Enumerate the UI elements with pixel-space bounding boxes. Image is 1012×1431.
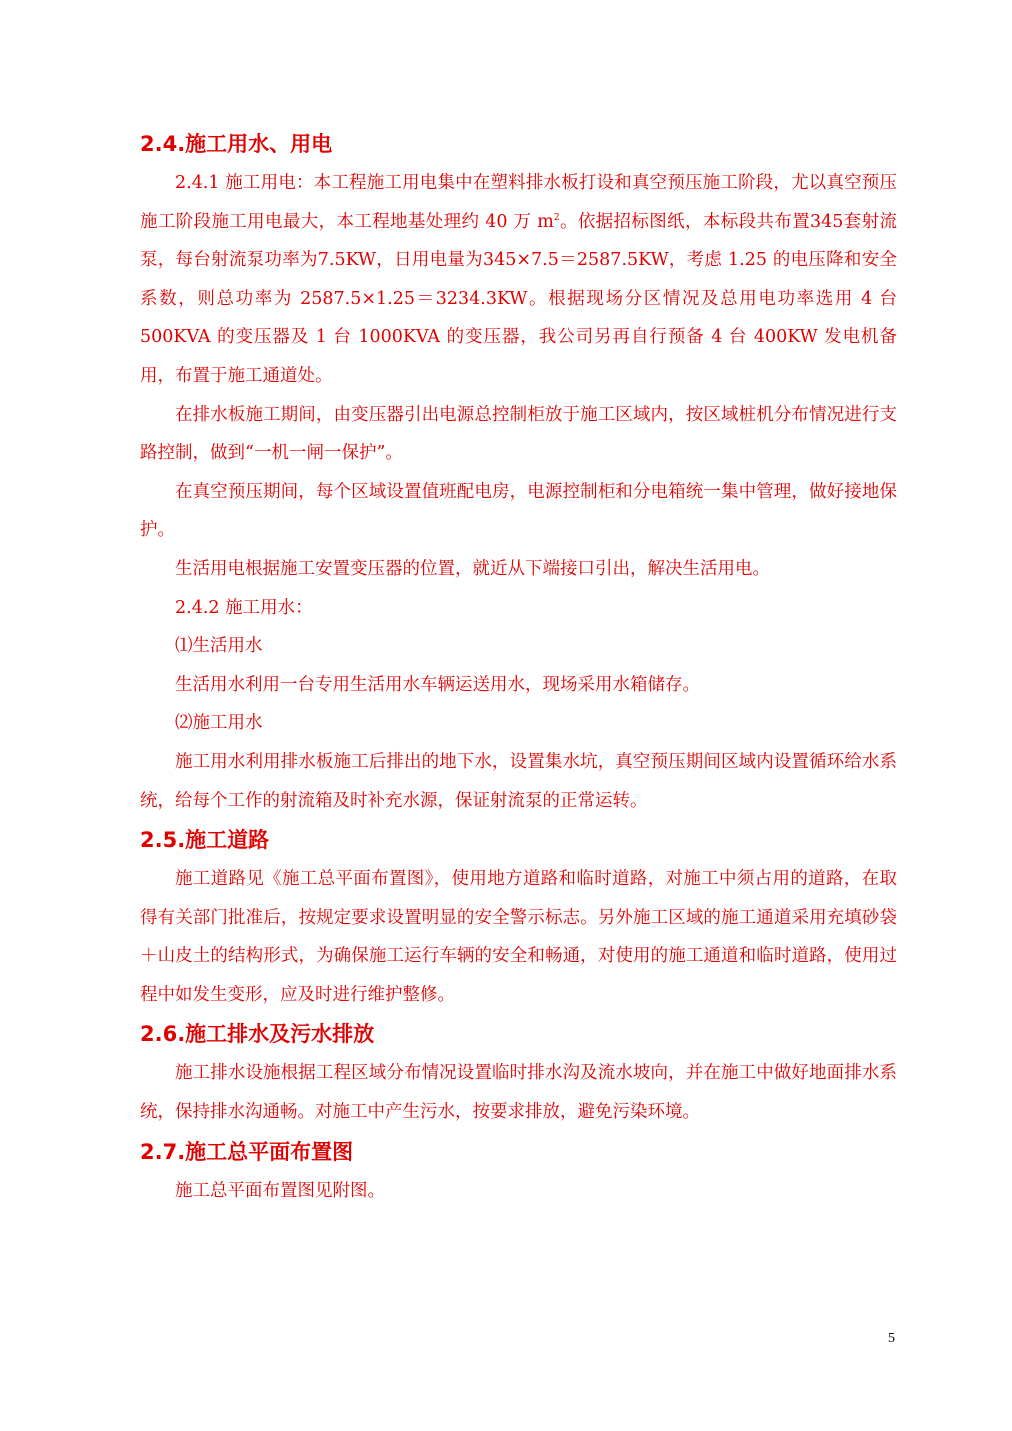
section-heading-2-4: 2.4.施工用水、用电 bbox=[140, 132, 333, 156]
paragraph-drainage: 施工排水设施根据工程区域分布情况设置临时排水沟及流水坡向，并在施工中做好地面排水系统，保持排水沟通畅。对施工中产生污水，按要求排放，避免污染环境。 bbox=[140, 1063, 897, 1123]
paragraph-site-layout: 施工总平面布置图见附图。 bbox=[175, 1180, 385, 1201]
paragraph-living-power: 生活用电根据施工安置变压器的位置，就近从下端接口引出，解决生活用电。 bbox=[175, 558, 770, 579]
paragraph-vacuum-preload-power: 在真空预压期间，每个区域设置值班配电房，电源控制柜和分电箱统一集中管理，做好接地保护。 bbox=[140, 481, 897, 541]
superscript-2: 2 bbox=[553, 212, 560, 223]
document-body bbox=[140, 124, 897, 1210]
paragraph-text: 2.4.1 施工用电：本工程施工用电集中在塑料排水板打设和真空预压施工阶段，尤以真空预压施工阶段施工用电最大，本工程地基处理约 40 万 m bbox=[140, 173, 897, 232]
paragraph-drain-board-power: 在排水板施工期间，由变压器引出电源总控制柜放于施工区域内，按区域桩机分布情况进行支路控制，做到“一机一闸一保护”。 bbox=[140, 404, 897, 464]
list-item-construction-water: ⑵施工用水 bbox=[175, 713, 263, 734]
paragraph-2-4-2-water: 2.4.2 施工用水： bbox=[175, 597, 313, 618]
section-heading-2-6: 2.6.施工排水及污水排放 bbox=[140, 1022, 375, 1047]
list-item-living-water: ⑴生活用水 bbox=[175, 636, 263, 657]
page-number: 5 bbox=[888, 1331, 895, 1346]
paragraph-construction-water: 施工用水利用排水板施工后排出的地下水，设置集水坑，真空预压期间区域内设置循环给水系统，给每个工作的射流箱及时补充水源，保证射流泵的正常运转。 bbox=[140, 751, 897, 811]
paragraph-text: 。依据招标图纸，本标段共布置345套射流泵，每台射流泵功率为7.5KW，日用电量为345×7.5＝2587.5KW，考虑 1.25 的电压降和安全系数，则总功率为 2587.5×1.25＝3234.3KW。根据现场分区情况及总用电功率选用 4 台 500KVA 的变压器及 1 台 1000KVA 的变压器，我公司另再自行预备 4 台 400KW 发电机备用，布置于施工通道处。 bbox=[140, 211, 897, 386]
section-heading-2-7: 2.7.施工总平面布置图 bbox=[140, 1139, 354, 1164]
paragraph-construction-road: 施工道路见《施工总平面布置图》，使用地方道路和临时道路，对施工中须占用的道路，在取得有关部门批准后，按规定要求设置明显的安全警示标志。另外施工区域的施工通道采用充填砂袋＋山皮土的结构形式，为确保施工运行车辆的安全和畅通，对使用的施工通道和临时道路，使用过程中如发生变形，应及时进行维护整修。 bbox=[140, 869, 897, 1005]
paragraph-2-4-1-power bbox=[140, 164, 897, 396]
section-heading-2-5: 2.5.施工道路 bbox=[140, 828, 270, 853]
paragraph-living-water: 生活用水利用一台专用生活用水车辆运送用水，现场采用水箱储存。 bbox=[175, 674, 700, 695]
